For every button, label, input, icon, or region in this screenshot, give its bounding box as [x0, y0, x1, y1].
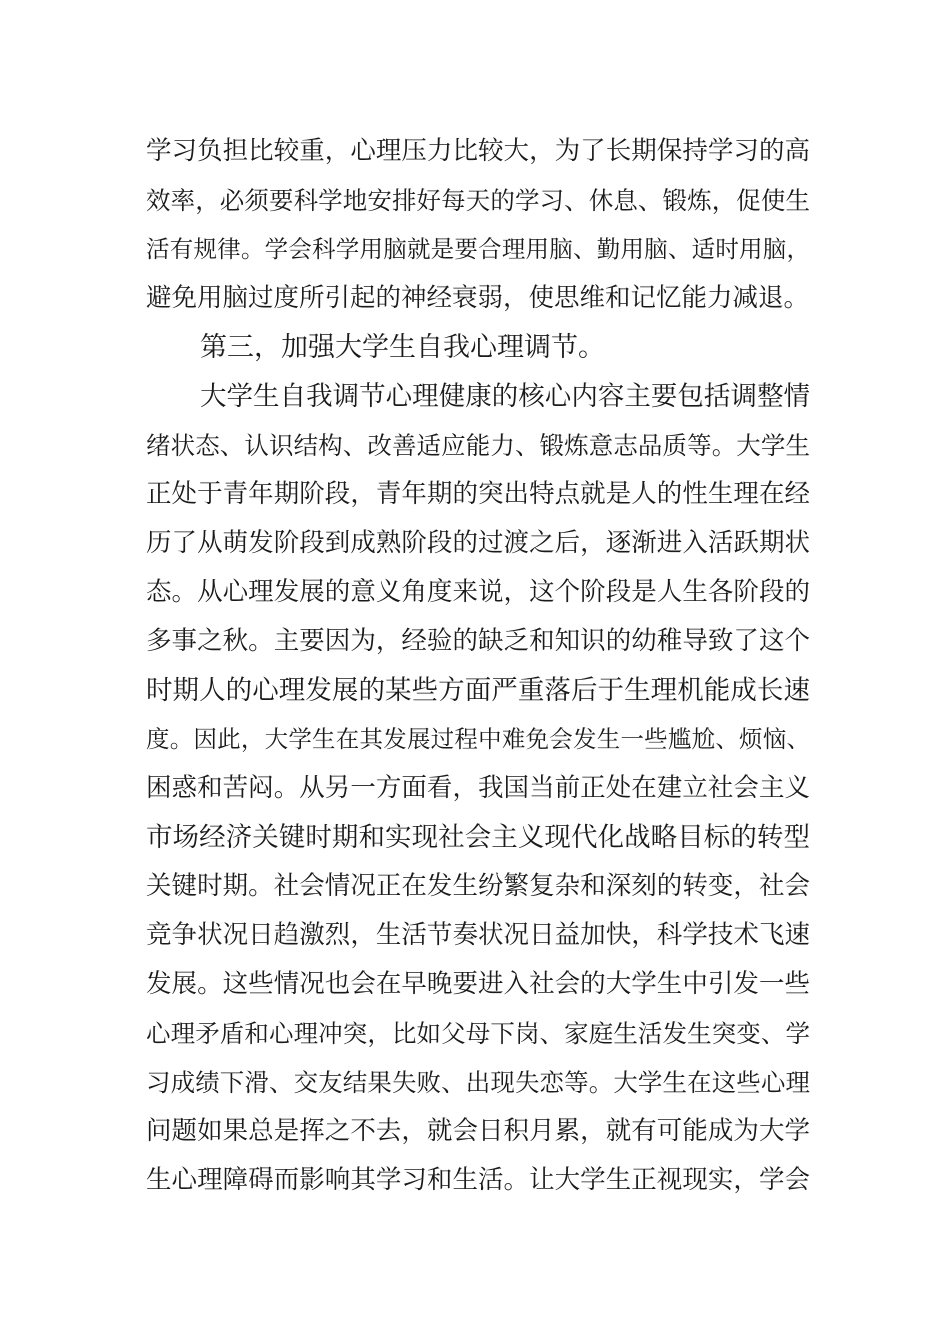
text-line: 学习负担比较重，心理压力比较大，为了长期保持学习的高 [146, 136, 810, 166]
text-line: 度。因此，大学生在其发展过程中难免会发生一些尴尬、烦恼、 [146, 725, 810, 753]
text-line: 历了从萌发阶段到成熟阶段的过渡之后，逐渐进入活跃期状 [146, 528, 810, 558]
section-heading: 第三，加强大学生自我心理调节。 [200, 332, 605, 363]
text-line: 效率，必须要科学地安排好每天的学习、休息、锻炼，促使生 [146, 186, 810, 215]
text-line: 市场经济关键时期和实现社会主义现代化战略目标的转型 [146, 822, 810, 853]
text-line: 正处于青年期阶段，青年期的突出特点就是人的性生理在经 [146, 479, 810, 509]
text-line: 多事之秋。主要因为，经验的缺乏和知识的幼稚导致了这个 [146, 626, 810, 656]
text-line: 问题如果总是挥之不去，就会日积月累，就有可能成为大学 [146, 1116, 810, 1146]
text-line: 活有规律。学会科学用脑就是要合理用脑、勤用脑、适时用脑， [146, 235, 810, 263]
text-line: 习成绩下滑、交友结果失败、出现失恋等。大学生在这些心理 [146, 1068, 810, 1097]
text-line: 时期人的心理发展的某些方面严重落后于生理机能成长速 [146, 675, 810, 706]
text-line: 大学生自我调节心理健康的核心内容主要包括调整情 [200, 381, 810, 412]
text-line: 困惑和苦闷。从另一方面看，我国当前正处在建立社会主义 [146, 773, 810, 803]
body-text [146, 127, 810, 1205]
text-line: 态。从心理发展的意义角度来说，这个阶段是人生各阶段的 [146, 577, 810, 607]
text-line: 绪状态、认识结构、改善适应能力、锻炼意志品质等。大学生 [146, 431, 810, 460]
text-line: 发展。这些情况也会在早晚要进入社会的大学生中引发一些 [146, 969, 810, 999]
text-line: 心理矛盾和心理冲突，比如父母下岗、家庭生活发生突变、学 [146, 1019, 810, 1048]
text-line: 生心理障碍而影响其学习和生活。让大学生正视现实，学会 [146, 1165, 810, 1195]
text-line: 避免用脑过度所引起的神经衰弱，使思维和记忆能力减退。 [146, 283, 810, 313]
text-line: 竞争状况日趋激烈，生活节奏状况日益加快，科学技术飞速 [146, 920, 810, 950]
text-line: 关键时期。社会情况正在发生纷繁复杂和深刻的转变，社会 [146, 871, 810, 901]
